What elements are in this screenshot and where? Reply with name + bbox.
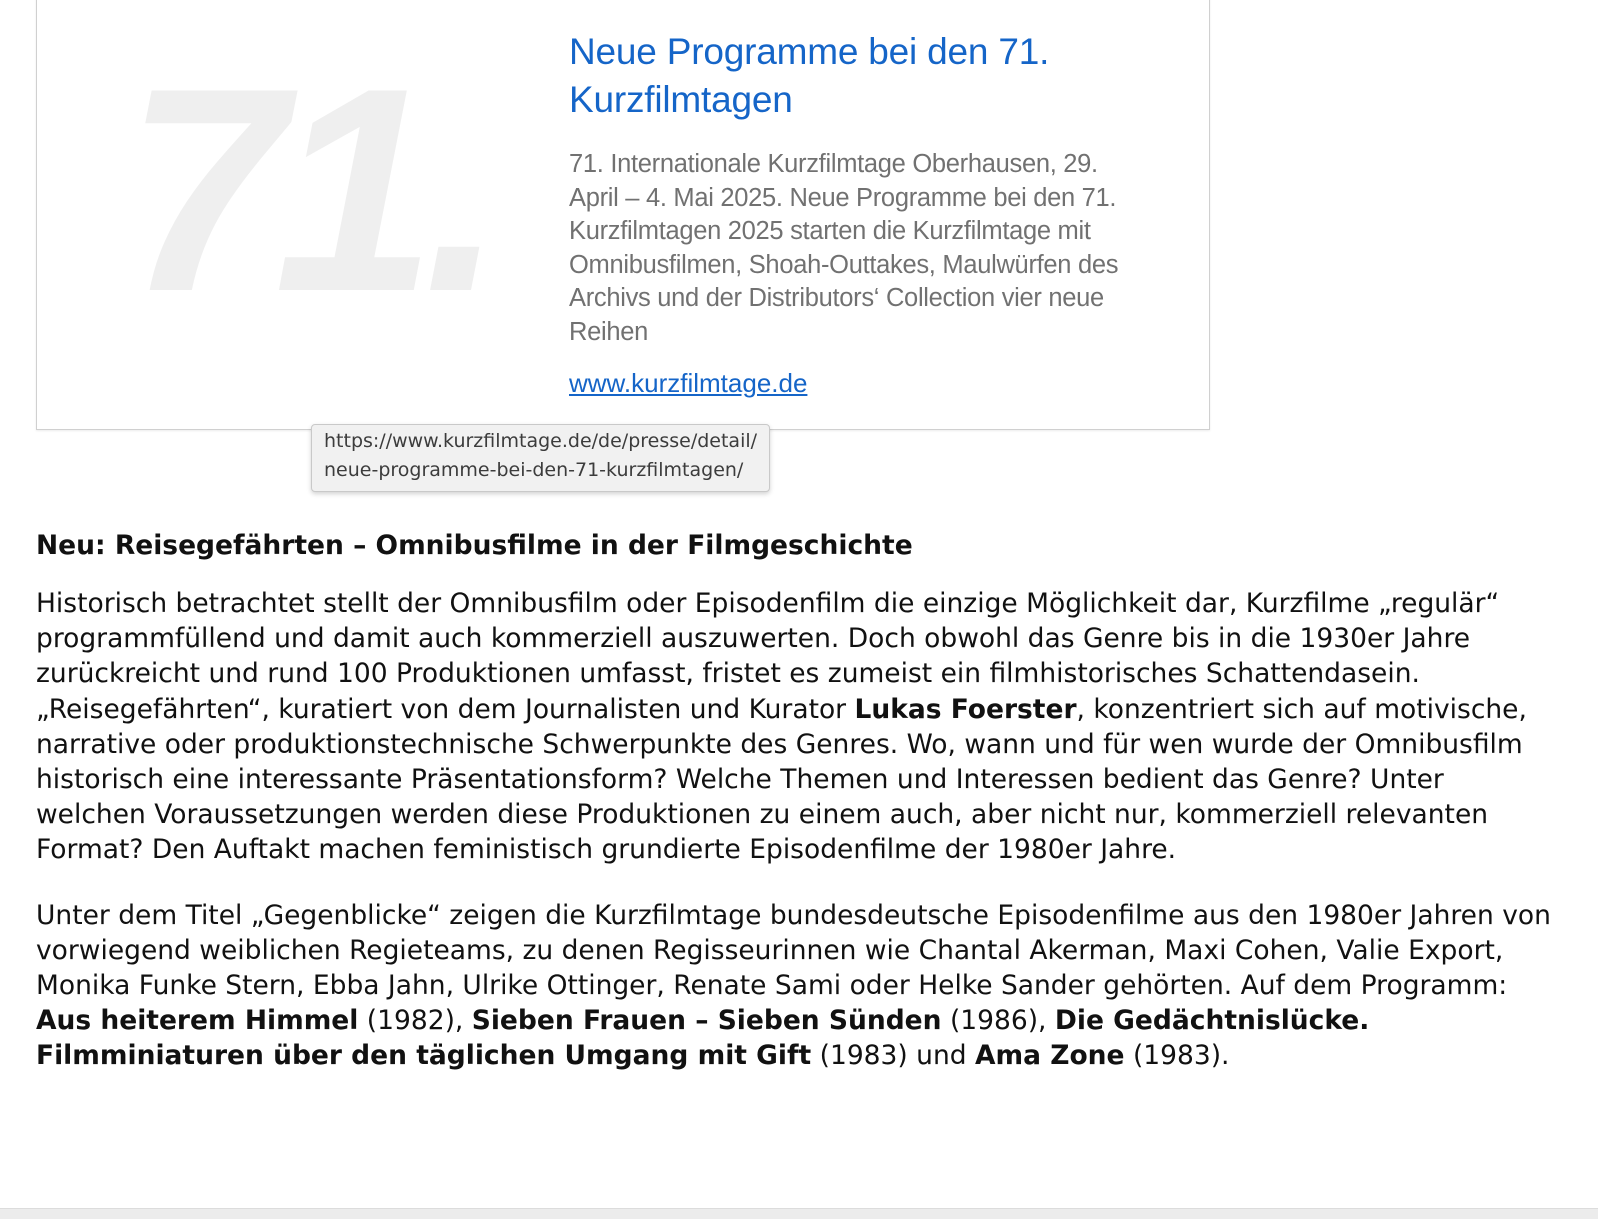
film-title: Sieben Frauen – Sieben Sünden [471,1005,942,1037]
bottom-divider [0,1208,1598,1219]
url-tooltip [311,424,770,492]
tooltip-line-1: https://www.kurzfilmtage.de/de/presse/detail/ [324,430,758,452]
tooltip-line-2: neue-programme-bei-den-71-kurzfilmtagen/ [324,459,744,481]
card-text-block [569,28,1149,399]
film-year: (1983). [1124,1040,1230,1072]
paragraph-1-text-a: Historisch betrachtet stellt der Omnibusfilm oder Episodenfilm die einzige Möglichkeit dar, Kurzfilme „regulär“ programmfüllend und damit auch kommerziell auszuwerten. Doch obwohl das Genre bis in die 1930er Jahre zurückreicht und rund 100 Produktionen umfasst, fristet es zumeist ein filmhistorisches Schattendasein. „Reisegefährten“, kuratiert von dem Journalisten und Kurator [36,588,1500,725]
card-link[interactable]: www.kurzfilmtage.de [569,368,808,398]
paragraph-1-text-b: , konzentriert sich auf motivische, narrative oder produktionstechnische Schwerpunkte des Genres. Wo, wann und für wen wurde der Omnibusfilm historisch eine interessante Präsentationsform? Welche Themen und Interessen bedient das Genre? Unter welchen Voraussetzungen werden diese Produktionen zu einem auch, aber nicht nur, kommerziell relevanten Format? Den Auftakt machen feministisch grundierte Episodenfilme der 1980er Jahre. [36,693,1527,866]
paragraph-2 [36,898,1556,1074]
film-title: Ama Zone [975,1040,1125,1072]
card-title[interactable]: Neue Programme bei den 71. Kurzfilmtagen [569,31,1050,120]
link-preview-card[interactable] [36,0,1210,430]
film-year: (1986), [941,1005,1055,1037]
film-title: Aus heiterem Himmel [36,1005,359,1037]
article-body [36,526,1556,1074]
card-thumbnail: 71. [125,60,493,320]
card-description: 71. Internationale Kurzfilmtage Oberhausen, 29. April – 4. Mai 2025. Neue Programme bei den 71. Kurzfilmtagen 2025 starten die Kurzfilmtage mit Omnibusfilmen, Shoah-Outtakes, Maulwürfen des Archivs und der Distributors‘ Collection vier neue Reihen [569,150,1119,346]
film-title: Die Gedächtnislücke. Filmminiaturen über den täglichen Umgang mit Gift [36,1005,1370,1072]
film-year: (1982), [358,1005,472,1037]
paragraph-2-text: Unter dem Titel „Gegenblicke“ zeigen die Kurzfilmtage bundesdeutsche Episodenfilme aus den 1980er Jahren von vorwiegend weiblichen Regieteams, zu denen Regisseurinnen wie Chantal Akerman, Maxi Cohen, Valie Export, Monika Funke Stern, Ebba Jahn, Ulrike Ottinger, Renate Sami oder Helke Sander gehörten. Auf dem Programm: [36,899,1551,1002]
curator-name: Lukas Foerster [854,693,1077,725]
paragraph-1 [36,586,1556,868]
film-year: (1983) und [811,1040,976,1072]
section-heading: Neu: Reisegefährten – Omnibusfilme in der Filmgeschichte [36,530,913,561]
